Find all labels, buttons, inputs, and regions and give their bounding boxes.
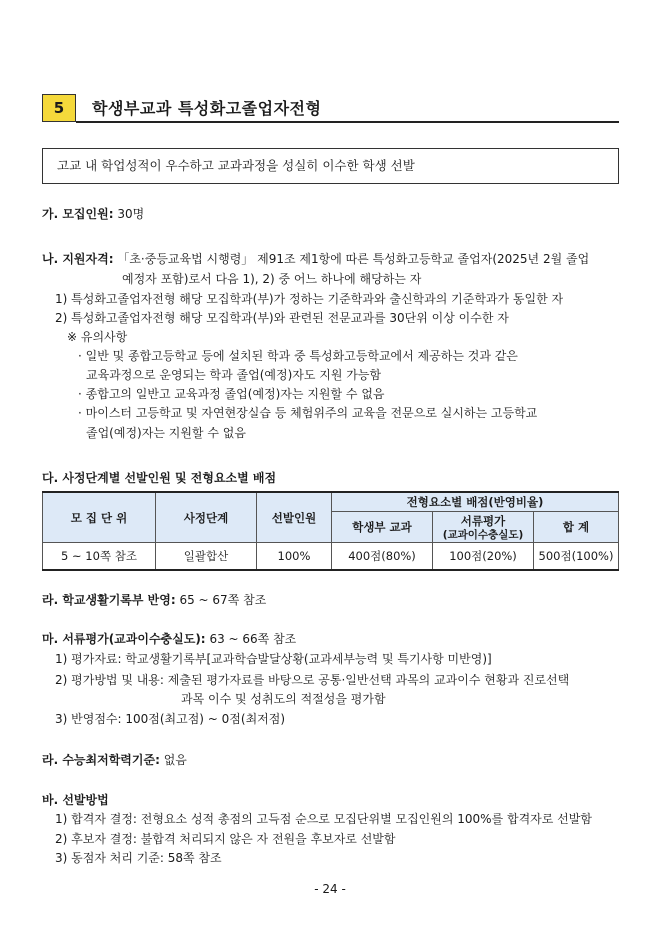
doc-eval-item3: 3) 반영점수: 100점(최고점) ~ 0점(최저점)	[55, 712, 286, 726]
cell-total: 500점(100%)	[534, 543, 619, 571]
score-table	[42, 491, 619, 571]
doc-eval	[42, 630, 296, 648]
table-row	[43, 543, 619, 571]
selection-item1: 1) 합격자 결정: 전형요소 성적 총점의 고득점 순으로 모집단위별 모집인원의 100%를 합격자로 선발함	[55, 812, 592, 826]
section-title: 학생부교과 특성화고졸업자전형	[92, 99, 322, 118]
col-doc-line2: (교과이수충실도)	[442, 529, 524, 541]
selection-item2: 2) 후보자 결정: 불합격 처리되지 않은 자 전원을 후보자로 선발함	[55, 832, 396, 846]
summary-box: 고교 내 학업성적이 우수하고 교과과정을 성실히 이수한 학생 선발	[42, 148, 619, 184]
recruit-count	[42, 205, 144, 223]
csat-minimum-value: 없음	[163, 753, 187, 767]
eligibility-text2: 예정자 포함)로서 다음 1), 2) 중 어느 하나에 해당하는 자	[122, 272, 422, 286]
eligibility-text1: 「초·중등교육법 시행령」 제91조 제1항에 따른 특성화고등학교 졸업자(2025년 2월 졸업	[117, 252, 590, 266]
note1b: 교육과정으로 운영되는 학과 졸업(예정)자도 지원 가능함	[86, 368, 382, 382]
cell-unit: 5 ~ 10쪽 참조	[43, 543, 156, 571]
doc-eval-item2a: 2) 평가방법 및 내용: 제출된 평가자료를 바탕으로 공통·일반선택 과목의 교과이수 현황과 진로선택	[55, 673, 570, 687]
record-reflect-label: 라. 학교생활기록부 반영:	[42, 593, 176, 607]
eligibility-label: 나. 지원자격:	[42, 252, 114, 266]
record-reflect	[42, 591, 266, 609]
note3b: 졸업(예정)자는 지원할 수 없음	[86, 426, 246, 440]
eligibility-item2: 2) 특성화고졸업자전형 해당 모집학과(부)와 관련된 전문교과를 30단위 이상 이수한 자	[55, 311, 509, 325]
col-doc	[433, 512, 534, 543]
col-select: 선발인원	[257, 492, 332, 543]
note3a: · 마이스터 고등학교 및 자연현장실습 등 체험위주의 교육을 전문으로 실시하는 고등학교	[78, 406, 538, 420]
recruit-count-value: 30명	[117, 207, 145, 221]
doc-eval-label: 마. 서류평가(교과이수충실도):	[42, 632, 206, 646]
note2: · 종합고의 일반고 교육과정 졸업(예정)자는 지원할 수 없음	[78, 387, 385, 401]
eligibility-item1: 1) 특성화고졸업자전형 해당 모집학과(부)가 정하는 기준학과와 출신학과의 기준학과가 동일한 자	[55, 292, 564, 306]
section-header	[42, 94, 619, 124]
note1a: · 일반 및 종합고등학교 등에 설치된 학과 중 특성화고등학교에서 제공하는 것과 같은	[78, 349, 518, 363]
page-number: - 24 -	[314, 882, 346, 896]
section-number: 5	[42, 94, 76, 122]
cell-record: 400점(80%)	[332, 543, 433, 571]
doc-eval-item1: 1) 평가자료: 학교생활기록부[교과학습발달상황(교과세부능력 및 특기사항 미반영)]	[55, 652, 492, 666]
col-doc-line1: 서류평가	[460, 514, 506, 528]
note-title: ※ 유의사항	[67, 330, 128, 344]
cell-stage: 일괄합산	[156, 543, 257, 571]
section-underline	[76, 121, 619, 123]
record-reflect-value: 65 ~ 67쪽 참조	[179, 593, 267, 607]
cell-select: 100%	[257, 543, 332, 571]
selection-item3: 3) 동점자 처리 기준: 58쪽 참조	[55, 851, 222, 865]
selection-heading: 바. 선발방법	[42, 793, 109, 807]
col-record: 학생부 교과	[332, 512, 433, 543]
doc-eval-value: 63 ~ 66쪽 참조	[209, 632, 297, 646]
col-unit: 모 집 단 위	[43, 492, 156, 543]
recruit-count-label: 가. 모집인원:	[42, 207, 114, 221]
csat-minimum-label: 라. 수능최저학력기준:	[42, 753, 160, 767]
score-heading: 다. 사정단계별 선발인원 및 전형요소별 배점	[42, 471, 277, 485]
doc-eval-item2b: 과목 이수 및 성취도의 적절성을 평가함	[181, 692, 386, 706]
csat-minimum	[42, 751, 187, 769]
eligibility-line1	[42, 250, 589, 268]
col-total: 합 계	[534, 512, 619, 543]
cell-doc: 100점(20%)	[433, 543, 534, 571]
col-group: 전형요소별 배점(반영비율)	[332, 492, 619, 512]
col-stage: 사정단계	[156, 492, 257, 543]
